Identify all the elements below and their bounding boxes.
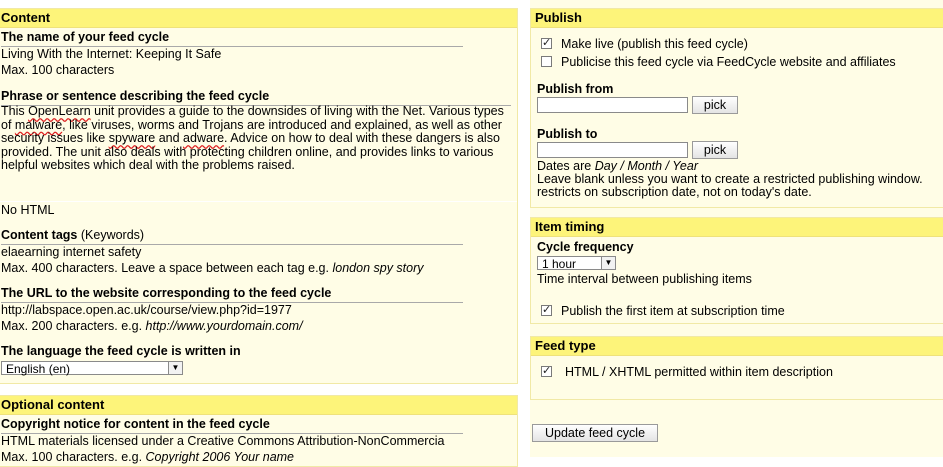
publish-from-input[interactable]	[537, 97, 688, 113]
tags-input[interactable]: elaearning internet safety	[1, 245, 142, 259]
right-column	[530, 0, 943, 457]
name-hint: Max. 100 characters	[1, 63, 115, 77]
first-item-checkbox[interactable]	[541, 305, 552, 316]
optional-panel	[0, 395, 518, 467]
check-icon: ✓	[542, 304, 552, 316]
url-hint-example: http://www.yourdomain.com/	[145, 319, 303, 333]
copyright-hint-example: Copyright 2006 Your name	[145, 450, 295, 464]
copyright-label: Copyright notice for content in the feed cycle	[1, 417, 270, 431]
publish-to-label: Publish to	[537, 127, 598, 141]
phrase-text-1: This	[1, 104, 29, 118]
publish-to-pick-button[interactable]: pick	[692, 141, 738, 159]
feed-type-header: Feed type	[531, 337, 943, 356]
dates-format-note	[537, 159, 698, 173]
publish-panel	[530, 8, 943, 208]
tags-label-text: Content tags	[1, 228, 78, 242]
check-icon: ✓	[542, 37, 552, 49]
publish-from-label: Publish from	[537, 82, 614, 96]
url-input-underline	[1, 302, 463, 303]
publish-note-line-2: restricts on subscription date, not on today's date.	[537, 185, 812, 199]
url-hint-text: Max. 200 characters. e.g.	[1, 319, 143, 333]
dates-prefix: Dates are	[537, 159, 592, 173]
language-selected: English (en)	[6, 362, 71, 376]
publish-to-input[interactable]	[537, 142, 688, 158]
url-hint	[1, 319, 303, 333]
tags-hint	[1, 261, 424, 275]
phrase-text-4: and	[155, 131, 184, 146]
publish-from-pick-button[interactable]: pick	[692, 96, 738, 114]
phrase-word-openlearn: OpenLearn	[28, 104, 91, 118]
publish-note-line-1: Leave blank unless you want to create a restricted publishing window.	[537, 172, 923, 186]
name-input[interactable]: Living With the Internet: Keeping It Safe	[1, 47, 222, 61]
make-live-label: Make live (publish this feed cycle)	[561, 37, 748, 51]
content-panel	[0, 8, 518, 384]
cycle-frequency-selected: 1 hour	[542, 257, 577, 271]
phrase-word-spyware: spyware	[108, 131, 156, 146]
name-label: The name of your feed cycle	[1, 30, 170, 44]
copyright-hint	[1, 450, 294, 464]
language-label: The language the feed cycle is written in	[1, 344, 241, 358]
language-select[interactable]	[1, 361, 183, 375]
publicise-checkbox[interactable]	[541, 56, 552, 67]
tags-hint-example: london spy story	[332, 261, 424, 275]
url-label: The URL to the website corresponding to the feed cycle	[1, 286, 332, 300]
cycle-frequency-label: Cycle frequency	[537, 240, 634, 254]
copyright-input[interactable]	[1, 434, 463, 448]
phrase-hint: No HTML	[1, 203, 55, 217]
name-input-underline	[1, 46, 463, 47]
update-feed-cycle-button[interactable]: Update feed cycle	[532, 424, 658, 442]
cycle-frequency-hint: Time interval between publishing items	[537, 272, 752, 286]
tags-input-underline	[1, 244, 463, 245]
phrase-text-2: unit provides a guide to the downsides of living with the Net. Various types of	[1, 104, 504, 132]
url-input[interactable]: http://labspace.open.ac.uk/course/view.php?id=1977	[1, 303, 292, 317]
phrase-word-adware: adware	[183, 131, 225, 146]
phrase-text-5: . Advice on how to deal with these dangers is also provided. The unit also deals with protecting children online, and provides links to various helpful websites which deal with the problems raised.	[1, 131, 500, 173]
phrase-label: Phrase or sentence describing the feed cycle	[1, 89, 270, 103]
publish-header: Publish	[531, 9, 943, 28]
chevron-down-icon: ▼	[601, 257, 615, 269]
optional-header: Optional content	[0, 396, 517, 415]
phrase-textarea[interactable]	[1, 105, 511, 201]
cycle-frequency-select[interactable]	[537, 256, 616, 270]
check-icon: ✓	[542, 365, 552, 377]
feed-type-panel	[530, 336, 943, 400]
copyright-value: HTML materials licensed under a Creative Commons Attribution-NonCommercia	[1, 434, 445, 448]
html-permitted-label: HTML / XHTML permitted within item description	[565, 365, 833, 379]
tags-hint-text: Max. 400 characters. Leave a space between each tag e.g.	[1, 261, 329, 275]
item-timing-panel	[530, 217, 943, 324]
publicise-label: Publicise this feed cycle via FeedCycle website and affiliates	[561, 55, 896, 69]
item-timing-header: Item timing	[531, 218, 943, 237]
html-permitted-checkbox[interactable]	[541, 366, 552, 377]
make-live-checkbox[interactable]	[541, 38, 552, 49]
copyright-hint-text: Max. 100 characters. e.g.	[1, 450, 143, 464]
phrase-text-3: , like viruses, worms and Trojans are introduced and explained, as well as other security issues like	[1, 117, 502, 146]
tags-label	[1, 228, 144, 242]
tags-label-suffix: (Keywords)	[80, 228, 145, 242]
phrase-word-malware: malware	[14, 117, 63, 132]
chevron-down-icon: ▼	[168, 362, 182, 374]
content-header: Content	[0, 9, 517, 28]
phrase-divider	[0, 201, 517, 202]
dates-format: Day / Month / Year	[594, 159, 698, 173]
first-item-label: Publish the first item at subscription time	[561, 304, 785, 318]
